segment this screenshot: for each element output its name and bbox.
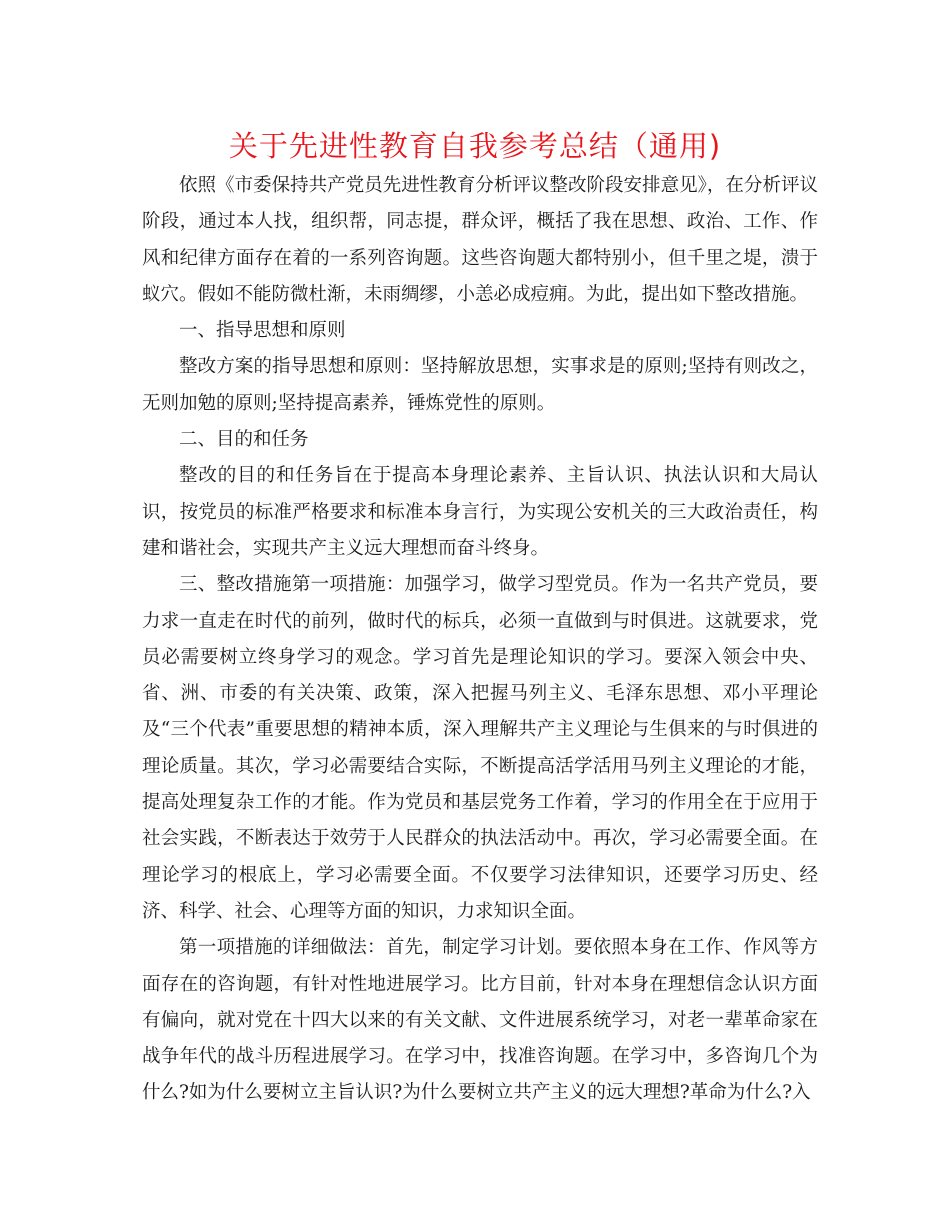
paragraph-goals: 整改的目的和任务旨在于提高本身理论素养、主旨认识、执法认识和大局认识，按党员的标准严格要求和标准本身言行，为实现公安机关的三大政治责任，构建和谐社会，实现共产主义远大理想而奋斗终身。 [142,465,818,559]
paragraph-principles: 整改方案的指导思想和原则：坚持解放思想，实事求是的原则;坚持有则改之，无则加勉的原则;坚持提高素养，锤炼党性的原则。 [142,356,818,414]
paragraph-intro: 依照《市委保持共产党员先进性教育分析评议整改阶段安排意见》，在分析评议阶段，通过本人找，组织帮，同志提，群众评，概括了我在思想、政治、工作、作风和纪律方面存在着的一系列咨询题。这些咨询题大都特别小，但千里之堤，溃于蚁穴。假如不能防微杜渐，未雨绸缪，小恙必成痘痈。为此，提出如下整改措施。 [142,175,818,305]
document-body [142,168,818,1112]
paragraph-measure-one-details: 第一项措施的详细做法：首先，制定学习计划。要依照本身在工作、作风等方面存在的咨询题，有针对性地进展学习。比方目前，针对本身在理想信念认识方面有偏向，就对党在十四大以来的有关文献、文件进展系统学习，对老一辈革命家在战争年代的战斗历程进展学习。在学习中，找准咨询题。在学习中，多咨询几个为什么?如为什么要树立主旨认识?为什么要树立共产主义的远大理想?革命为什么?入 [142,937,818,1104]
section-heading-goals: 二、目的和任务 [179,429,309,451]
document-title: 关于先进性教育自我参考总结（通用) [228,129,722,163]
paragraph-measure-one: 三、整改措施第一项措施：加强学习，做学习型党员。作为一名共产党员，要力求一直走在时代的前列，做时代的标兵，必须一直做到与时俱进。这就要求，党员必需要树立终身学习的观念。学习首先是理论知识的学习。要深入领会中央、省、洲、市委的有关决策、政策，深入把握马列主义、毛泽东思想、邓小平理论及“三个代表”重要思想的精神本质，深入理解共产主义理论与生俱来的与时俱进的理论质量。其次，学习必需要结合实际，不断提高活学活用马列主义理论的才能，提高处理复杂工作的才能。作为党员和基层党务工作着，学习的作用全在于应用于社会实践，不断表达于效劳于人民群众的执法活动中。再次，学习必需要全面。在理论学习的根底上，学习必需要全面。不仅要学习法律知识，还要学习历史、经济、科学、社会、心理等方面的知识，力求知识全面。 [142,574,818,922]
section-heading-principles: 一、指导思想和原则 [179,320,346,342]
